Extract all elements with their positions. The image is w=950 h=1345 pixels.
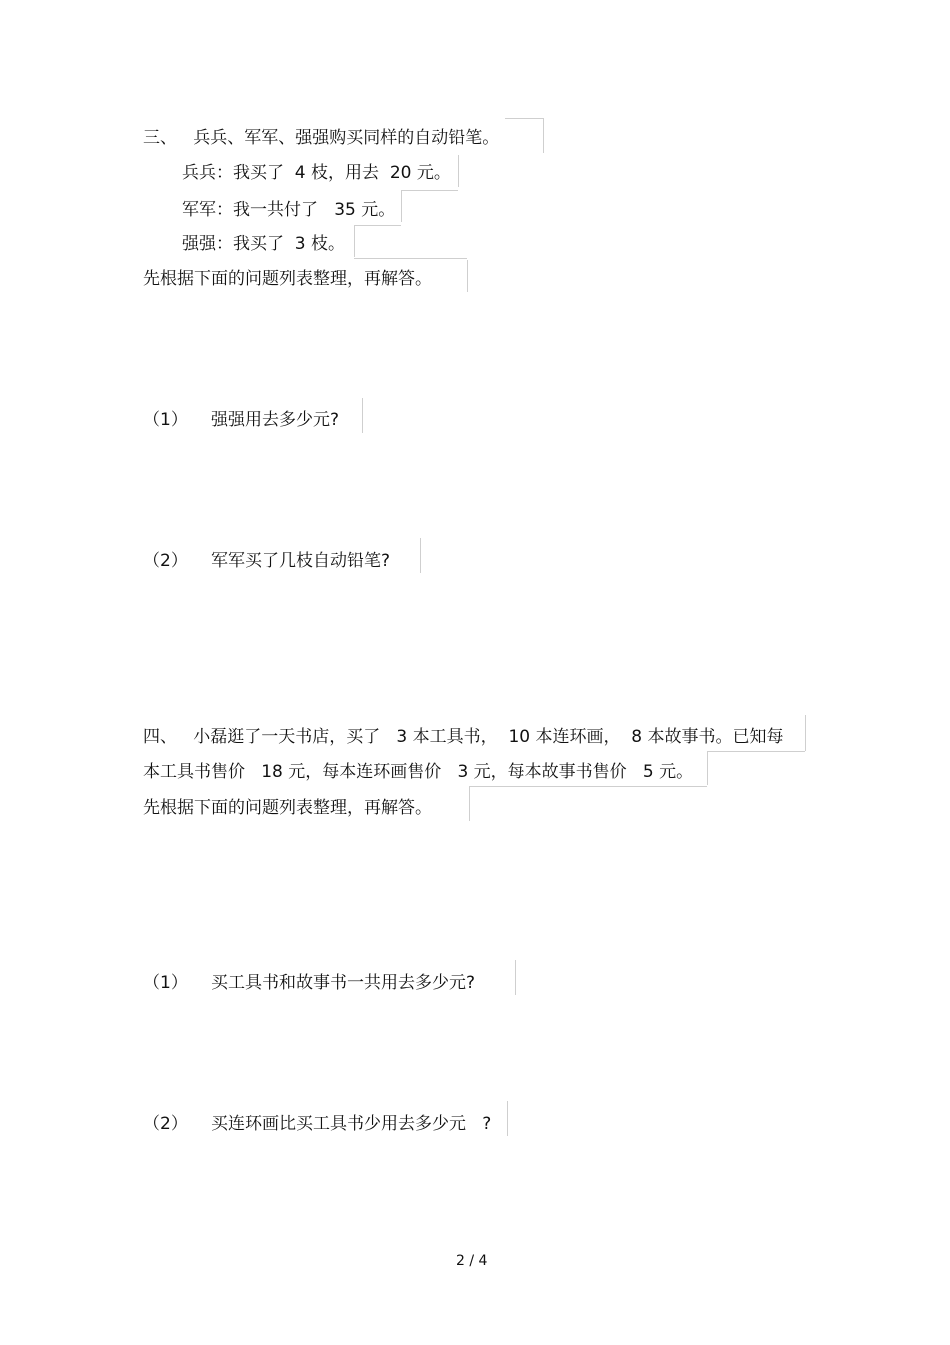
text-frame-border <box>469 787 470 821</box>
section-3-bingbing-line: 兵兵：我买了 4 枝，用去 20 元。 <box>182 163 451 183</box>
section-4-question-2-number: （2） <box>143 1114 188 1134</box>
section-4-question-1-text: 买工具书和故事书一共用去多少元? <box>211 973 476 993</box>
section-4-heading: 四、 小磊逛了一天书店，买了 3 本工具书， 10 本连环画， 8 本故事书。已知每 <box>143 727 784 747</box>
text-frame-border <box>707 751 805 752</box>
section-3-question-1-number: （1） <box>143 410 188 430</box>
page-indicator: 2 / 4 <box>456 1253 488 1269</box>
text-frame-border <box>543 118 544 153</box>
section-3-heading: 三、 兵兵、军军、强强购买同样的自动铅笔。 <box>143 128 500 148</box>
section-3-question-2-number: （2） <box>143 551 188 571</box>
section-3-question-2-text: 军军买了几枝自动铅笔? <box>211 551 391 571</box>
section-4-instruction: 先根据下面的问题列表整理，再解答。 <box>143 798 432 818</box>
text-frame-border <box>707 751 708 785</box>
text-frame-border <box>458 155 459 187</box>
text-frame-border <box>505 118 543 119</box>
text-frame-border <box>420 538 421 573</box>
text-frame-border <box>401 190 402 222</box>
text-frame-border <box>467 260 468 292</box>
text-frame-border <box>362 398 363 433</box>
section-3-junjun-line: 军军：我一共付了 35 元。 <box>182 200 396 220</box>
text-frame-border <box>469 786 707 787</box>
text-frame-border <box>515 960 516 995</box>
text-frame-border <box>354 225 401 226</box>
section-4-heading-continued: 本工具书售价 18 元，每本连环画售价 3 元，每本故事书售价 5 元。 <box>143 762 694 782</box>
text-frame-border <box>354 258 467 259</box>
section-4-question-1-number: （1） <box>143 973 188 993</box>
section-3-instruction: 先根据下面的问题列表整理，再解答。 <box>143 269 432 289</box>
section-3-qiangqiang-line: 强强：我买了 3 枝。 <box>182 234 346 254</box>
text-frame-border <box>805 715 806 751</box>
section-4-question-2-text: 买连环画比买工具书少用去多少元 ? <box>211 1114 492 1134</box>
text-frame-border <box>354 225 355 257</box>
section-3-question-1-text: 强强用去多少元? <box>211 410 340 430</box>
text-frame-border <box>507 1101 508 1136</box>
text-frame-border <box>401 190 458 191</box>
